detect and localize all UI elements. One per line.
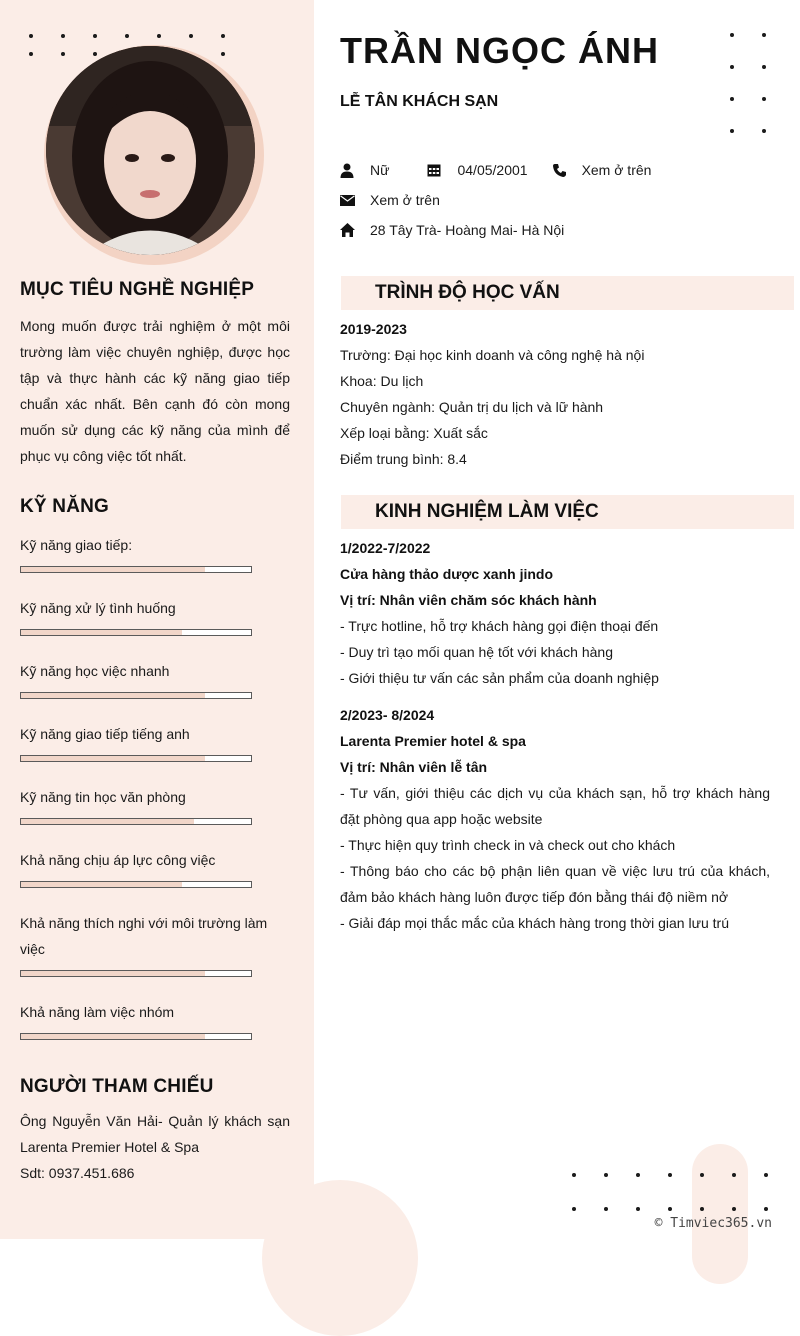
- skill-label: Kỹ năng học việc nhanh: [20, 663, 170, 679]
- reference-phone: Sdt: 0937.451.686: [20, 1165, 135, 1181]
- job-duty: - Trực hotline, hỗ trợ khách hàng gọi điện thoại đến: [340, 618, 659, 634]
- decor-pill: [692, 1144, 748, 1284]
- skill-item: [20, 910, 270, 977]
- education-line: Điểm trung bình: 8.4: [340, 451, 467, 467]
- experience-job-1: [340, 535, 770, 691]
- education-line: Xếp loại bằng: Xuất sắc: [340, 425, 488, 441]
- skill-bar-fill: [21, 882, 182, 887]
- skill-item: [20, 847, 270, 888]
- gender-item: [340, 162, 389, 178]
- job-duty: - Tư vấn, giới thiệu các dịch vụ của khách sạn, hỗ trợ khách hàng đặt phòng qua app hoặc website: [340, 785, 770, 827]
- skill-bar: [20, 970, 252, 977]
- skill-bar-fill: [21, 630, 182, 635]
- experience-title: KINH NGHIỆM LÀM VIỆC: [375, 501, 599, 522]
- job-role: Vị trí: Nhân viên lễ tân: [340, 759, 488, 775]
- candidate-position: LỄ TÂN KHÁCH SẠN: [340, 93, 499, 110]
- email-item: [340, 192, 440, 208]
- skill-bar: [20, 566, 252, 573]
- job-duty: - Thông báo cho các bộ phận liên quan về việc lưu trú của khách, đảm bảo khách hàng luôn được tiếp đón bằng thái độ niềm nở: [340, 863, 770, 905]
- skill-label: Kỹ năng giao tiếp tiếng anh: [20, 726, 190, 742]
- objective-title: MỤC TIÊU NGHỀ NGHIỆP: [20, 279, 255, 300]
- job-company: Larenta Premier hotel & spa: [340, 733, 526, 749]
- envelope-icon: [340, 192, 362, 208]
- job-duty: - Giải đáp mọi thắc mắc của khách hàng trong thời gian lưu trú: [340, 915, 729, 931]
- skill-bar: [20, 818, 252, 825]
- skills-section: [20, 496, 290, 518]
- skill-bar: [20, 629, 252, 636]
- job-duty: - Thực hiện quy trình check in và check out cho khách: [340, 837, 676, 853]
- education-line: Chuyên ngành: Quản trị du lịch và lữ hành: [340, 399, 604, 415]
- gender-value: Nữ: [370, 162, 390, 178]
- decor-circle-bottom: [262, 1180, 418, 1336]
- objective-section: [20, 279, 290, 469]
- reference-text: Ông Nguyễn Văn Hải- Quản lý khách sạn Larenta Premier Hotel & Spa: [20, 1113, 290, 1155]
- education-line: Khoa: Du lịch: [340, 373, 424, 389]
- dob-value: 04/05/2001: [457, 162, 528, 178]
- decor-dots-bottom-right: [572, 1173, 768, 1211]
- email-value: Xem ở trên: [370, 192, 440, 208]
- profile-photo: [46, 46, 255, 255]
- dob-item: [427, 162, 527, 178]
- phone-item: [552, 162, 652, 178]
- reference-title: NGƯỜI THAM CHIẾU: [20, 1076, 214, 1097]
- address-item: [340, 222, 564, 238]
- education-block: [340, 316, 770, 472]
- skill-label: Kỹ năng giao tiếp:: [20, 537, 133, 553]
- job-company: Cửa hàng thảo dược xanh jindo: [340, 566, 554, 582]
- skill-bar-fill: [21, 819, 194, 824]
- experience-job-2: [340, 702, 770, 936]
- skill-bar: [20, 755, 252, 762]
- skill-item: [20, 999, 270, 1040]
- skill-label: Kỹ năng xử lý tình huống: [20, 600, 176, 616]
- job-role: Vị trí: Nhân viên chăm sóc khách hành: [340, 592, 597, 608]
- skill-item: [20, 784, 270, 825]
- skill-bar-fill: [21, 756, 205, 761]
- skill-bar: [20, 881, 252, 888]
- info-row-2: [340, 192, 464, 208]
- candidate-name: TRẦN NGỌC ÁNH: [340, 30, 659, 71]
- reference-section: [20, 1076, 290, 1186]
- skill-item: [20, 532, 270, 573]
- skill-bar-fill: [21, 693, 205, 698]
- calendar-icon: [427, 162, 449, 178]
- job-duty: - Giới thiệu tư vấn các sản phẩm của doanh nghiệp: [340, 670, 659, 686]
- education-line: Trường: Đại học kinh doanh và công nghệ hà nội: [340, 347, 645, 363]
- person-icon: [340, 162, 362, 178]
- job-period: 2/2023- 8/2024: [340, 707, 435, 723]
- skill-label: Kỹ năng tin học văn phòng: [20, 789, 186, 805]
- decor-dots-top-right: [730, 33, 766, 133]
- objective-text: Mong muốn được trải nghiệm ở một môi trường làm việc chuyên nghiệp, được học tập và thực hành các kỹ năng giao tiếp chuẩn xác nhất. Bên cạnh đó còn mong muốn sử dụng các kỹ năng của mình để phục vụ công việc tốt nhất.: [20, 318, 290, 464]
- skill-bar: [20, 1033, 252, 1040]
- watermark: © Timviec365.vn: [654, 1216, 772, 1231]
- education-title: TRÌNH ĐỘ HỌC VẤN: [375, 282, 560, 303]
- address-value: 28 Tây Trà- Hoàng Mai- Hà Nội: [370, 222, 565, 238]
- skill-label: Khả năng chịu áp lực công việc: [20, 852, 216, 868]
- skill-bar: [20, 692, 252, 699]
- job-period: 1/2022-7/2022: [340, 540, 431, 556]
- phone-value: Xem ở trên: [581, 162, 652, 178]
- sidebar: [0, 0, 314, 1239]
- skill-label: Khả năng làm việc nhóm: [20, 1004, 175, 1020]
- skill-bar-fill: [21, 971, 205, 976]
- job-duty: - Duy trì tạo mối quan hệ tốt với khách hàng: [340, 644, 613, 660]
- education-period: 2019-2023: [340, 321, 407, 337]
- skill-item: [20, 595, 270, 636]
- skills-title: KỸ NĂNG: [20, 496, 110, 517]
- skill-bar-fill: [21, 567, 205, 572]
- education-header: [341, 276, 794, 310]
- skill-label: Khả năng thích nghi với môi trường làm việc: [20, 915, 268, 957]
- skill-bar-fill: [21, 1034, 205, 1039]
- info-row-1: [340, 162, 675, 178]
- experience-header: [341, 495, 794, 529]
- skill-item: [20, 658, 270, 699]
- info-row-3: [340, 222, 588, 238]
- skill-item: [20, 721, 270, 762]
- home-icon: [340, 222, 362, 238]
- phone-icon: [552, 162, 574, 178]
